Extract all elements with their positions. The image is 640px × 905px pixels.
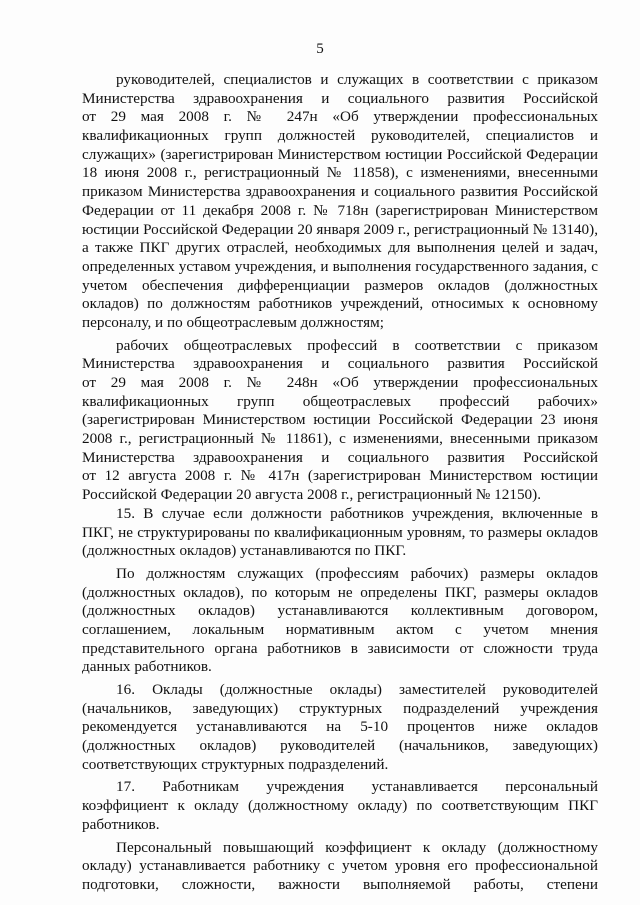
text-line: квалификационных групп должностей руководителей, специалистов и xyxy=(82,127,598,145)
text-line: Министерства здравоохранения и социального развития Российской xyxy=(82,89,598,107)
text-line: 15. В случае если должности работников учреждения, включенные в xyxy=(116,504,598,522)
text-line: Министерства здравоохранения и социального развития Российской xyxy=(82,355,598,373)
text-line: 16. Оклады (должностные оклады) заместителей руководителей xyxy=(116,681,598,698)
text-line: По должностям служащих (профессиям рабочих) размеры окладов xyxy=(116,564,598,582)
page-number: 5 xyxy=(316,41,324,57)
text-line: приказом Министерства здравоохранения и социального развития Российской xyxy=(82,183,598,201)
text-line: персоналу, и по общеотраслевым должностям; xyxy=(82,313,384,331)
text-line: Министерства здравоохранения и социального развития Российской xyxy=(82,448,598,466)
text-line: служащих» (зарегистрирован Министерством юстиции Российской Федерации xyxy=(82,145,598,163)
text-line: работников. xyxy=(82,815,160,833)
text-line: 17. Работникам учреждения устанавливается персональный xyxy=(116,778,598,796)
text-line: данных работников. xyxy=(82,658,212,676)
text-line: Федерации от 11 декабря 2008 г. № 718н (зарегистрирован Министерством xyxy=(82,201,598,219)
text-line: от 29 мая 2008 г. № 247н «Об утверждении профессиональных xyxy=(82,108,598,126)
text-line: соответствующих структурных подразделений. xyxy=(82,755,389,773)
text-line: (зарегистрирован Министерством юстиции Российской Федерации 23 июня xyxy=(82,411,598,429)
text-line: (должностных окладов) устанавливаются коллективным договором, xyxy=(82,602,598,620)
text-line: 18 июня 2008 г., регистрационный № 11858), с изменениями, внесенными xyxy=(82,164,598,182)
text-line: 2008 г., регистрационный № 11861), с изменениями, внесенными приказом xyxy=(82,430,598,448)
text-line: юстиции Российской Федерации 20 января 2009 г., регистрационный № 13140), xyxy=(82,220,598,238)
text-line: представительного органа работников в зависимости от сложности труда xyxy=(82,639,598,657)
text-line: Персональный повышающий коэффициент к окладу (должностному xyxy=(116,838,598,856)
text-line: (должностных окладов), по которым не определены ПКГ, размеры окладов xyxy=(82,583,598,601)
text-line: учетом обеспечения дифференциации размеров окладов (должностных xyxy=(82,276,598,294)
text-line: от 12 августа 2008 г. № 417н (зарегистрирован Министерством юстиции xyxy=(82,467,598,485)
text-line: Российской Федерации 20 августа 2008 г., регистрационный № 12150). xyxy=(82,486,541,504)
document-body xyxy=(82,71,598,895)
text-line: а также ПКГ других отраслей, необходимых для выполнения целей и задач, xyxy=(82,239,598,257)
text-line: определенных уставом учреждения, и выполнения государственного задания, с xyxy=(82,257,598,275)
text-line: подготовки, сложности, важности выполняемой работы, степени xyxy=(82,875,598,893)
text-line: от 29 мая 2008 г. № 248н «Об утверждении профессиональных xyxy=(82,374,598,391)
text-line: (начальников, заведующих) структурных подразделений учреждения xyxy=(82,699,598,717)
text-line: коэффициент к окладу (должностному окладу) по соответствующим ПКГ xyxy=(82,797,598,815)
text-line: ПКГ, не структурированы по квалификационным уровням, то размеры окладов xyxy=(82,523,598,541)
text-line: (должностных окладов) руководителей (начальников, заведующих) xyxy=(82,737,598,755)
text-line: соглашением, локальным нормативным актом с учетом мнения xyxy=(82,620,598,638)
text-line: рабочих общеотраслевых профессий в соответствии с приказом xyxy=(116,336,598,354)
text-line: окладов) по должностям работников учреждений, относимых к основному xyxy=(82,295,598,313)
text-line: рекомендуется устанавливаются на 5-10 процентов ниже окладов xyxy=(82,718,598,736)
text-line: окладу) устанавливается работнику с учетом уровня его профессиональной xyxy=(82,857,598,875)
text-line: (должностных окладов) устанавливаются по ПКГ. xyxy=(82,542,407,560)
text-line: квалификационных групп общеотраслевых профессий рабочих» xyxy=(82,392,598,410)
text-line: руководителей, специалистов и служащих в соответствии с приказом xyxy=(116,71,598,88)
